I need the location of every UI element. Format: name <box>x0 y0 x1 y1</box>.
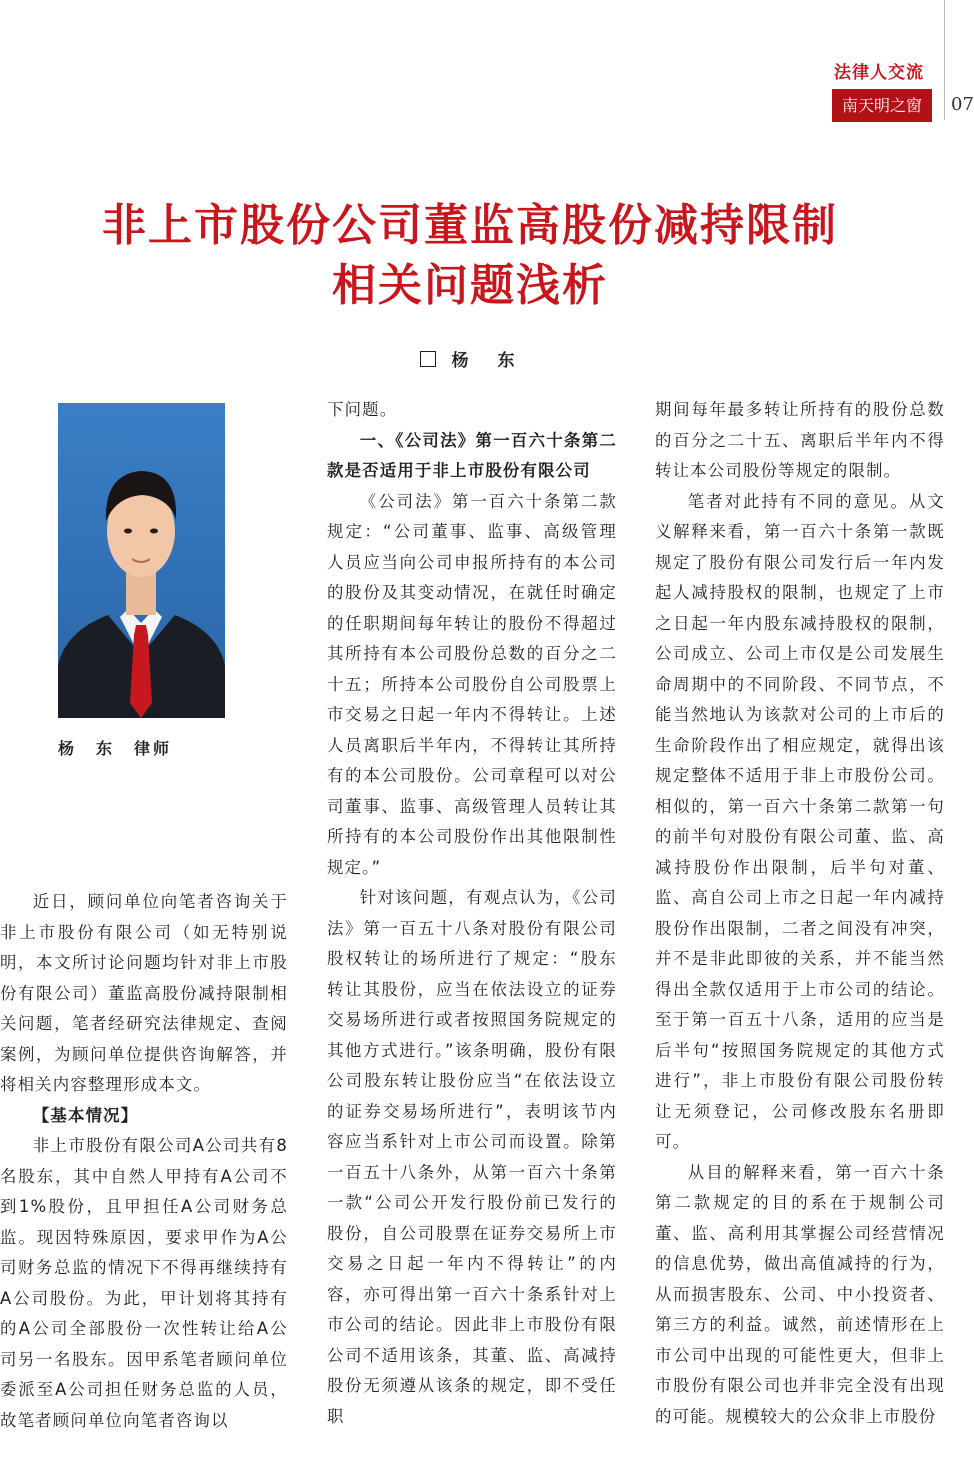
column-1 <box>0 887 288 1436</box>
column-2 <box>327 395 617 1432</box>
paragraph: 《公司法》第一百六十条第二款规定：“公司董事、监事、高级管理人员应当向公司申报所持有的本公司的股份及其变动情况，在就任时确定的任职期间每年转让的股份不得超过其所持有本公司股份总数的百分之二十五；所持本公司股份自公司股票上市交易之日起一年内不得转让。上述人员离职后半年内，不得转让其所持有的本公司股份。公司章程可以对公司董事、监事、高级管理人员转让其所持有的本公司股份作出其他限制性规定。” <box>327 491 617 877</box>
article-title <box>20 196 920 316</box>
photo-caption: 杨 东 律师 <box>58 739 173 758</box>
paragraph: 非上市股份有限公司A公司共有8名股东，其中自然人甲持有A公司不到1%股份，且甲担任A公司财务总监。现因特殊原因，要求甲作为A公司财务总监的情况下不得再继续持有A公司股份。为此，甲计划将其持有的A公司全部股份一次性转让给A公司另一名股东。因甲系笔者顾问单位委派至A公司担任财务总监的人员，故笔者顾问单位向笔者咨询以 <box>0 1136 288 1430</box>
author-name: 杨 东 <box>451 351 521 371</box>
section-heading: 一、《公司法》第一百六十条第二款是否适用于非上市股份有限公司 <box>327 430 617 480</box>
page-number: 07 <box>951 94 974 115</box>
paragraph: 近日，顾问单位向笔者咨询关于非上市股份有限公司（如无特别说明，本文所讨论问题均针对非上市股份有限公司）董监高股份减持限制相关问题，笔者经研究法律规定、查阅案例，为顾问单位提供咨询解答，并将相关内容整理形成本文。 <box>0 892 288 1094</box>
paragraph: 笔者对此持有不同的意见。从文义解释来看，第一百六十条第一款既规定了股份有限公司发行后一年内发起人减持股权的限制，也规定了上市之日起一年内股东减持股权的限制，公司成立、公司上市仅是公司发展生命周期中的不同阶段、不同节点，不能当然地认为该款对公司的上市后的生命阶段作出了相应规定，就得出该规定整体不适用于非上市股份公司。相似的，第一百六十条第二款第一句的前半句对股份有限公司董、监、高减持股份作出限制，后半句对董、监、高自公司上市之日起一年内减持股份作出限制，二者之间没有冲突，并不是非此即彼的关系，并不能当然得出全款仅适用于上市公司的结论。至于第一百五十八条，适用的应当是后半句“按照国务院规定的其他方式进行”，非上市股份有限公司股份转让无须登记，公司修改股东名册即可。 <box>655 491 945 1151</box>
author-photo <box>58 403 225 718</box>
title-line-2: 相关问题浅析 <box>332 260 608 311</box>
section-label: 南天明之窗 <box>832 89 932 122</box>
paragraph: 下问题。 <box>327 400 398 419</box>
paragraph: 从目的解释来看，第一百六十条第二款规定的目的系在于规制公司董、监、高利用其掌握公司经营情况的信息优势，做出高值减持的行为，从而损害股东、公司、中小投资者、第三方的利益。诚然，前述情形在上市公司中出现的可能性更大，但非上市股份有限公司也并非完全没有出现的可能。规模较大的公众非上市股份 <box>655 1162 945 1426</box>
author-box-icon <box>420 351 436 367</box>
author-portrait <box>58 403 225 718</box>
title-line-1: 非上市股份公司董监高股份减持限制 <box>102 200 838 251</box>
byline <box>0 346 940 371</box>
paragraph: 期间每年最多转让所持有的股份总数的百分之二十五、离职后半年内不得转让本公司股份等规定的限制。 <box>655 400 945 480</box>
section-heading: 【基本情况】 <box>32 1105 139 1125</box>
header-divider <box>944 0 945 120</box>
column-name: 法律人交流 <box>834 63 924 83</box>
paragraph: 针对该问题，有观点认为，《公司法》第一百五十八条对股份有限公司股权转让的场所进行了规定：“股东转让其股份，应当在依法设立的证券交易场所进行或者按照国务院规定的其他方式进行。”该条明确，股份有限公司股东转让股份应当“在依法设立的证券交易场所进行”，表明该节内容应当系针对上市公司而设置。除第一百五十八条外，从第一百六十条第一款“公司公开发行股份前已发行的股份，自公司股票在证券交易所上市交易之日起一年内不得转让”的内容，亦可得出第一百六十条系针对上市公司的结论。因此非上市股份有限公司不适用该条，其董、监、高减持股份无须遵从该条的规定，即不受任职 <box>327 888 617 1426</box>
column-3 <box>655 395 945 1432</box>
